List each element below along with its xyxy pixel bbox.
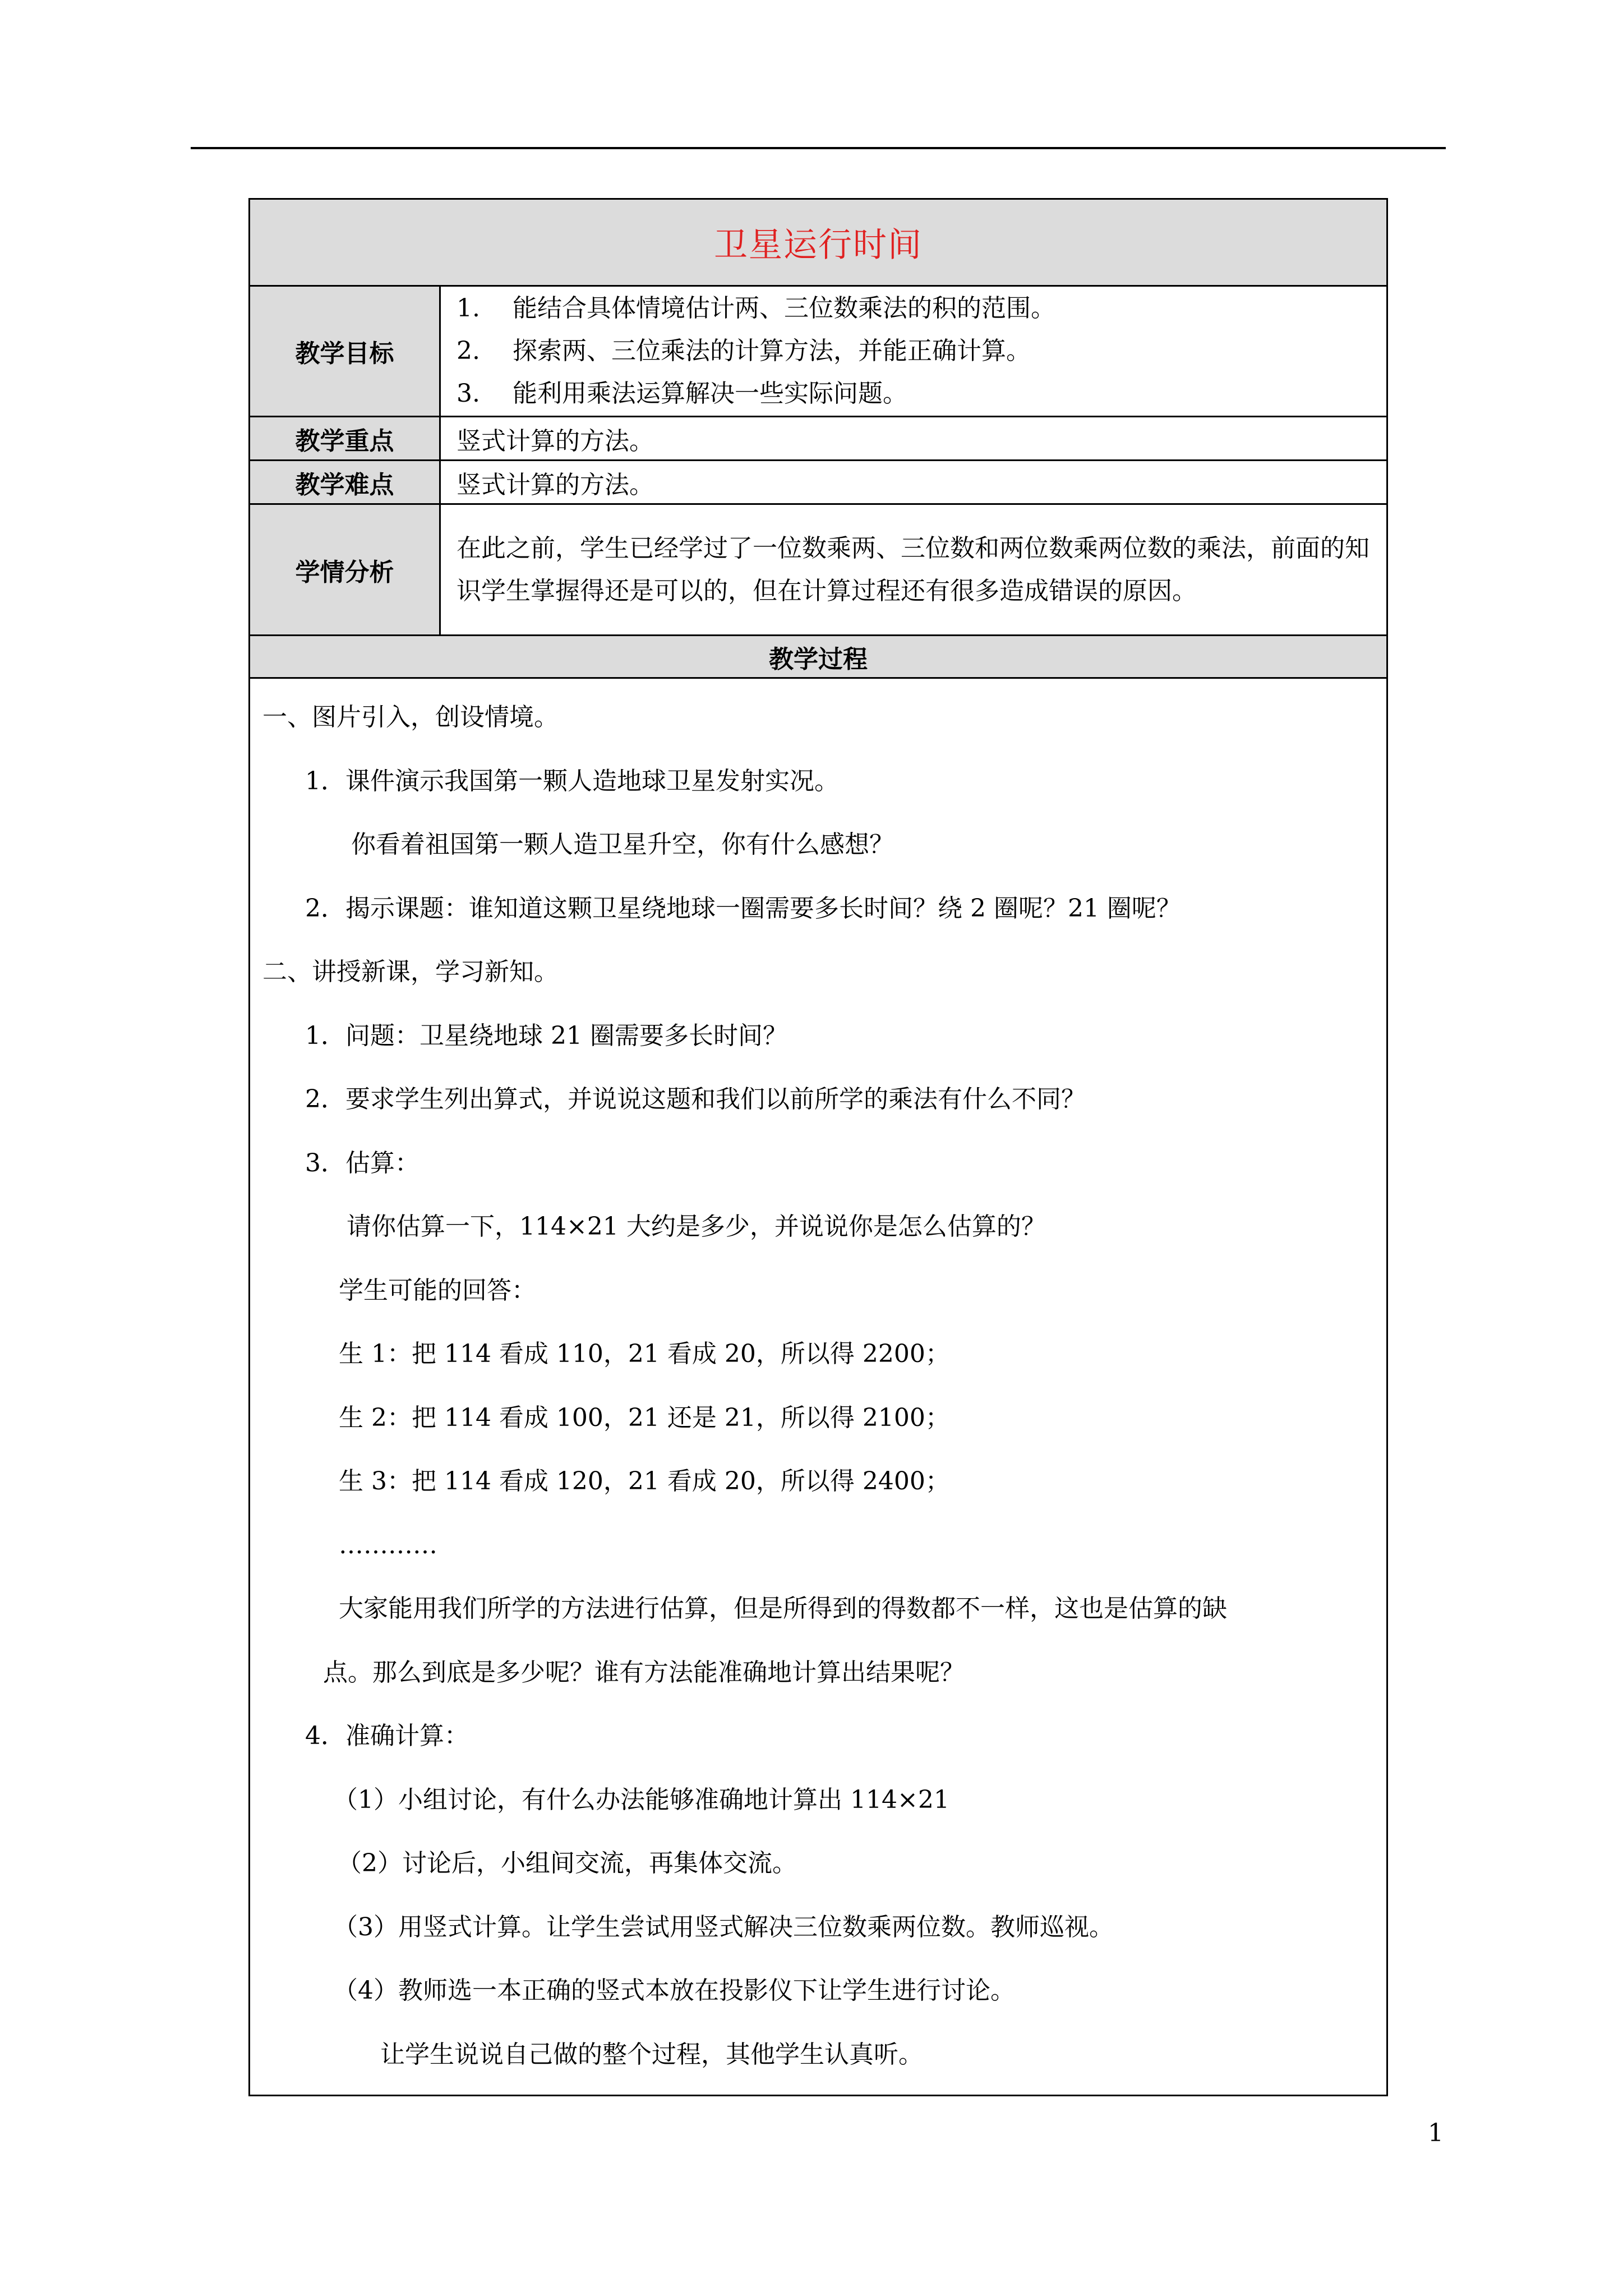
process-line: 1．问题：卫星绕地球 21 圈需要多长时间？	[305, 1021, 787, 1050]
process-line: 一、图片引入，创设情境。	[262, 703, 559, 731]
process-line: 学生可能的回答：	[339, 1276, 536, 1305]
analysis-row	[250, 504, 1387, 636]
process-line: （4）教师选一本正确的竖式本放在投影仪下让学生进行讨论。	[333, 1976, 1015, 2005]
goal-number: 3.	[457, 379, 480, 408]
key-point-label: 教学重点	[250, 417, 440, 461]
difficulty-text: 竖式计算的方法。	[440, 461, 1387, 504]
process-line: 2．揭示课题：谁知道这颗卫星绕地球一圈需要多长时间？绕 2 圈呢？21 圈呢？	[305, 894, 1181, 923]
process-line: 1．课件演示我国第一颗人造地球卫星发射实况。	[305, 766, 839, 795]
goal-text: 能结合具体情境估计两、三位数乘法的积的范围。	[513, 294, 1055, 323]
process-label: 教学过程	[250, 636, 1387, 678]
goal-item	[457, 372, 1386, 415]
process-line: 请你估算一下，114×21 大约是多少，并说说你是怎么估算的？	[347, 1212, 1046, 1241]
goal-number: 2.	[457, 337, 480, 365]
analysis-content	[440, 504, 1387, 636]
goals-content	[440, 286, 1387, 417]
analysis-label: 学情分析	[250, 504, 440, 636]
goal-item	[457, 330, 1386, 372]
process-row	[250, 678, 1387, 2096]
process-line: 大家能用我们所学的方法进行估算，但是所得到的得数都不一样，这也是估算的缺	[339, 1594, 1227, 1623]
goals-row	[250, 286, 1387, 417]
process-content	[250, 678, 1387, 2096]
title-row	[250, 199, 1387, 286]
process-line: （2）讨论后，小组间交流，再集体交流。	[337, 1849, 797, 1878]
process-line: 你看着祖国第一颗人造卫星升空，你有什么感想？	[351, 830, 894, 859]
process-line: 让学生说说自己做的整个过程，其他学生认真听。	[380, 2040, 923, 2069]
goal-number: 1.	[457, 294, 480, 323]
lesson-title: 卫星运行时间	[714, 226, 923, 265]
title-cell	[250, 199, 1387, 286]
lesson-plan-table	[248, 198, 1388, 2096]
key-point-text: 竖式计算的方法。	[440, 417, 1387, 461]
difficulty-label: 教学难点	[250, 461, 440, 504]
page-number: 1	[1428, 2119, 1444, 2147]
analysis-text: 在此之前，学生已经学过了一位数乘两、三位数和两位数乘两位数的乘法，前面的知识学生掌握得还是可以的，但在计算过程还有很多造成错误的原因。	[457, 533, 1370, 605]
process-line: 2．要求学生列出算式，并说说这题和我们以前所学的乘法有什么不同？	[305, 1085, 1086, 1114]
process-line: 二、讲授新课，学习新知。	[262, 958, 559, 986]
process-line: 生 1：把 114 看成 110，21 看成 20，所以得 2200；	[339, 1340, 950, 1368]
process-line: （3）用竖式计算。让学生尝试用竖式解决三位数乘两位数。教师巡视。	[333, 1912, 1114, 1941]
process-line: （1）小组讨论，有什么办法能够准确地计算出 114×21	[333, 1785, 949, 1814]
goal-text: 探索两、三位乘法的计算方法，并能正确计算。	[513, 337, 1031, 365]
process-header-row	[250, 636, 1387, 678]
process-line: 生 2：把 114 看成 100，21 还是 21，所以得 2100；	[339, 1403, 950, 1432]
goal-text: 能利用乘法运算解决一些实际问题。	[513, 379, 907, 408]
process-line: 生 3：把 114 看成 120，21 看成 20，所以得 2400；	[339, 1467, 950, 1496]
goals-label: 教学目标	[250, 286, 440, 417]
header-rule	[191, 147, 1446, 149]
goal-item	[457, 287, 1386, 330]
process-line: 3．估算：	[305, 1148, 419, 1177]
key-point-row	[250, 417, 1387, 461]
process-line: …………	[339, 1530, 437, 1559]
process-line: 点。那么到底是多少呢？谁有方法能准确地计算出结果呢？	[323, 1658, 965, 1687]
difficulty-row	[250, 461, 1387, 504]
process-line: 4．准确计算：	[305, 1722, 469, 1750]
